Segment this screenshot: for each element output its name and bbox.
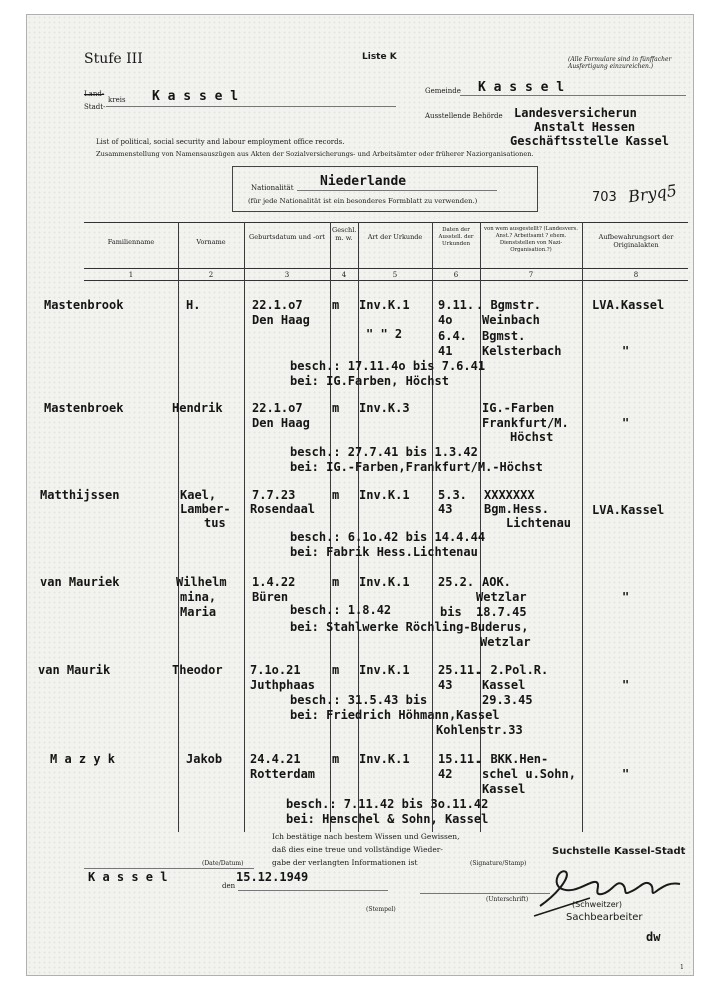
col-header-2: Vorname [196,238,226,246]
stufe-label: Stufe III [84,51,143,67]
liste-label: Liste K [362,52,397,62]
col-num-2: 2 [208,271,214,279]
doc-type: Inv.K.1 [359,752,410,766]
issuer: . BKK.Hen- [476,752,549,766]
issue-date-bis: bis [440,605,462,619]
sex: m [332,663,340,677]
issue-date: 25.11. [438,663,482,677]
issuer-line-3: 29.3.45 [482,693,533,707]
col-num-1: 1 [128,271,134,279]
birth-place: Rosendaal [250,502,316,516]
col-header-5: Art der Urkunde [367,233,423,241]
surname: Mastenbrook [44,298,124,312]
surname: Matthijssen [40,488,120,502]
employer: bei: IG.-Farben,Frankfurt/M.-Höchst [290,460,543,474]
behoerde-line-2: Anstalt Hessen [534,120,636,134]
employment-period: besch.: 6.1o.42 bis 14.4.44 [290,530,486,544]
birth-date: 1.4.22 [252,575,296,589]
sheet-number: 703 [592,190,617,205]
issuer-line-4: Kelsterbach [482,344,562,358]
issuer-line-3: 18.7.45 [476,605,527,619]
issue-date-year: 42 [438,767,453,781]
stadt-label: Stadt- [84,103,106,111]
date-value: 15.12.1949 [236,870,309,884]
col-header-7: von wem ausgestellt? (Landesvers. Anst.? Arbeitsamt ? ehem. Dienststellen von Nazi-Organisation.?) [484,226,578,253]
col-num-6: 6 [453,271,459,279]
doc-type: Inv.K.1 [359,575,410,589]
surname: M a z y k [50,752,116,766]
behoerde-line-1: Landesversicherun [514,106,637,120]
employment-period: besch.: 31.5.43 bis [290,693,428,707]
den-label: den [222,882,236,890]
clerk-name: (Schweitzer) [572,900,623,909]
issuer-line-2: Wetzlar [476,590,527,604]
firstname: Hendrik [172,401,223,415]
employer: bei: Henschel & Sohn, Kassel [286,812,489,826]
sex: m [332,298,340,312]
initials: dw [646,930,661,944]
storage: LVA.Kassel [592,503,665,517]
employment-period: besch.: 27.7.41 bis 1.3.42 [290,445,478,459]
issuer-line-2: Frankfurt/M. [482,416,569,430]
col-num-4: 4 [341,271,347,279]
clerk-title: Sachbearbeiter [566,912,643,923]
storage: " [622,590,630,604]
firstname-line-3: tus [204,516,226,530]
storage: " [622,416,630,430]
col-num-3: 3 [284,271,290,279]
issuer-line-2: Kassel [482,678,526,692]
issuer: XXXXXXX [484,488,535,502]
employer: bei: IG.Farben, Höchst [290,374,449,388]
birth-date: 7.1o.21 [250,663,301,677]
firstname: Theodor [172,663,223,677]
list-title-en: List of political, social security and labour employment office records. [96,138,345,146]
col-header-8: Aufbewahrungsort der Originalakten [598,233,674,249]
doc-type-2: " " 2 [366,327,403,341]
birth-place: Rotterdam [250,767,316,781]
kreis-label: kreis [108,96,126,104]
firstname: Wilhelm [176,575,227,589]
kreis-value: K a s s e l [152,89,239,104]
nationality-value: Niederlande [320,174,407,189]
sex: m [332,752,340,766]
storage: LVA.Kassel [592,298,665,312]
issue-date: 9.11. [438,298,475,312]
issue-date: 15.11. [438,752,482,766]
corner-mark: 1 [680,964,684,971]
sex: m [332,401,340,415]
issue-date: 25.2. [438,575,475,589]
handwritten-note: Bryq5 [626,180,678,207]
unterschrift-label: (Unterschrift) [486,896,529,903]
firstname: Jakob [186,752,223,766]
employer-line-2: Wetzlar [480,635,531,649]
issuer: AOK. [482,575,511,589]
employer: bei: Friedrich Höhmann,Kassel [290,708,500,722]
firstname-line-3: Maria [180,605,217,619]
issuer-line-2: Weinbach [482,313,540,327]
employer: bei: Stahlwerke Röchling-Buderus, [290,620,529,634]
employment-period: besch.: 7.11.42 bis 3o.11.42 [286,797,489,811]
col-header-4: Geschl. m. w. [332,226,357,242]
issuer-line-3: Bgmst. [482,329,526,343]
col-num-7: 7 [528,271,534,279]
issuer: . Bgmstr. [476,298,542,312]
col-num-5: 5 [392,271,398,279]
behoerde-line-3: Geschäftsstelle Kassel [510,134,669,148]
confirmation-line-3: gabe der verlangten Informationen ist [272,858,418,867]
birth-place: Den Haag [252,313,310,327]
firstname-line-2: mina, [180,590,217,604]
issuer: IG.-Farben [482,401,555,415]
birth-place: Juthphaas [250,678,316,692]
birth-date: 22.1.o7 [252,401,303,415]
doc-type: Inv.K.3 [359,401,410,415]
date-label: (Date/Datum) [202,860,244,867]
employer-line-2: Kohlenstr.33 [436,723,523,737]
birth-place: Den Haag [252,416,310,430]
place-value: K a s s e l [88,870,168,884]
doc-type: Inv.K.1 [359,663,410,677]
surname: van Mauriek [40,575,120,589]
issuer-line-3: Höchst [510,430,554,444]
nationality-note: (für jede Nationalität ist ein besonderes Formblatt zu verwenden.) [248,197,478,205]
birth-date: 24.4.21 [250,752,301,766]
birth-place: Büren [252,590,289,604]
issue-date-2-year: 41 [438,344,453,358]
confirmation-line-2: daß dies eine treue und vollständige Wieder- [272,845,443,854]
doc-type: Inv.K.1 [359,488,410,502]
stempel-label: (Stempel) [366,906,396,913]
form-note: (Alle Formulare sind in fünffacher Ausfertigung einzureichen.) [568,56,672,70]
surname: Mastenbroek [44,401,124,415]
storage: " [622,767,630,781]
issuer-line-2: Bgm.Hess. [484,502,550,516]
firstname-line-2: Lamber- [180,502,231,516]
sex: m [332,488,340,502]
issue-date-year: 43 [438,502,453,516]
col-header-3: Geburtsdatum und -ort [249,233,325,241]
nationality-label: Nationalität [251,184,294,192]
employer: bei: Fabrik Hess.Lichtenau [290,545,478,559]
birth-date: 7.7.23 [252,488,296,502]
signature-icon [530,862,690,918]
doc-type: Inv.K.1 [359,298,410,312]
firstname: H. [186,298,201,312]
behoerde-label: Ausstellende Behörde [425,112,503,120]
issuer: . 2.Pol.R. [476,663,549,677]
list-title-de: Zusammenstellung von Namensauszügen aus Akten der Sozialversicherungs- und Arbeitsämter oder früherer Naziorganisationen. [96,150,534,158]
gemeinde-label: Gemeinde [425,87,461,95]
sex: m [332,575,340,589]
col-header-1: Familienname [107,238,155,246]
col-num-8: 8 [633,271,639,279]
storage: " [622,678,630,692]
signature-label: (Signature/Stamp) [470,860,527,867]
storage-ditto: " [622,344,630,358]
firstname: Kael, [180,488,217,502]
issue-date-2: 6.4. [438,329,467,343]
office-stamp: Suchstelle Kassel-Stadt [552,846,686,857]
issuer-line-3: Kassel [482,782,526,796]
employment-period: besch.: 17.11.4o bis 7.6.41 [290,359,486,373]
birth-date: 22.1.o7 [252,298,303,312]
confirmation-line-1: Ich bestätige nach bestem Wissen und Gewissen, [272,832,460,841]
employment-period: besch.: 1.8.42 [290,603,392,617]
gemeinde-value: K a s s e l [478,80,565,95]
issue-date: 5.3. [438,488,467,502]
issue-date-year: 4o [438,313,453,327]
issuer-line-3: Lichtenau [506,516,572,530]
issuer-line-2: schel u.Sohn, [482,767,576,781]
land-label: Land- [84,90,105,98]
issue-date-year: 43 [438,678,453,692]
col-header-6: Daten der Ausstell. der Urkunden [438,227,474,247]
surname: van Maurik [38,663,111,677]
